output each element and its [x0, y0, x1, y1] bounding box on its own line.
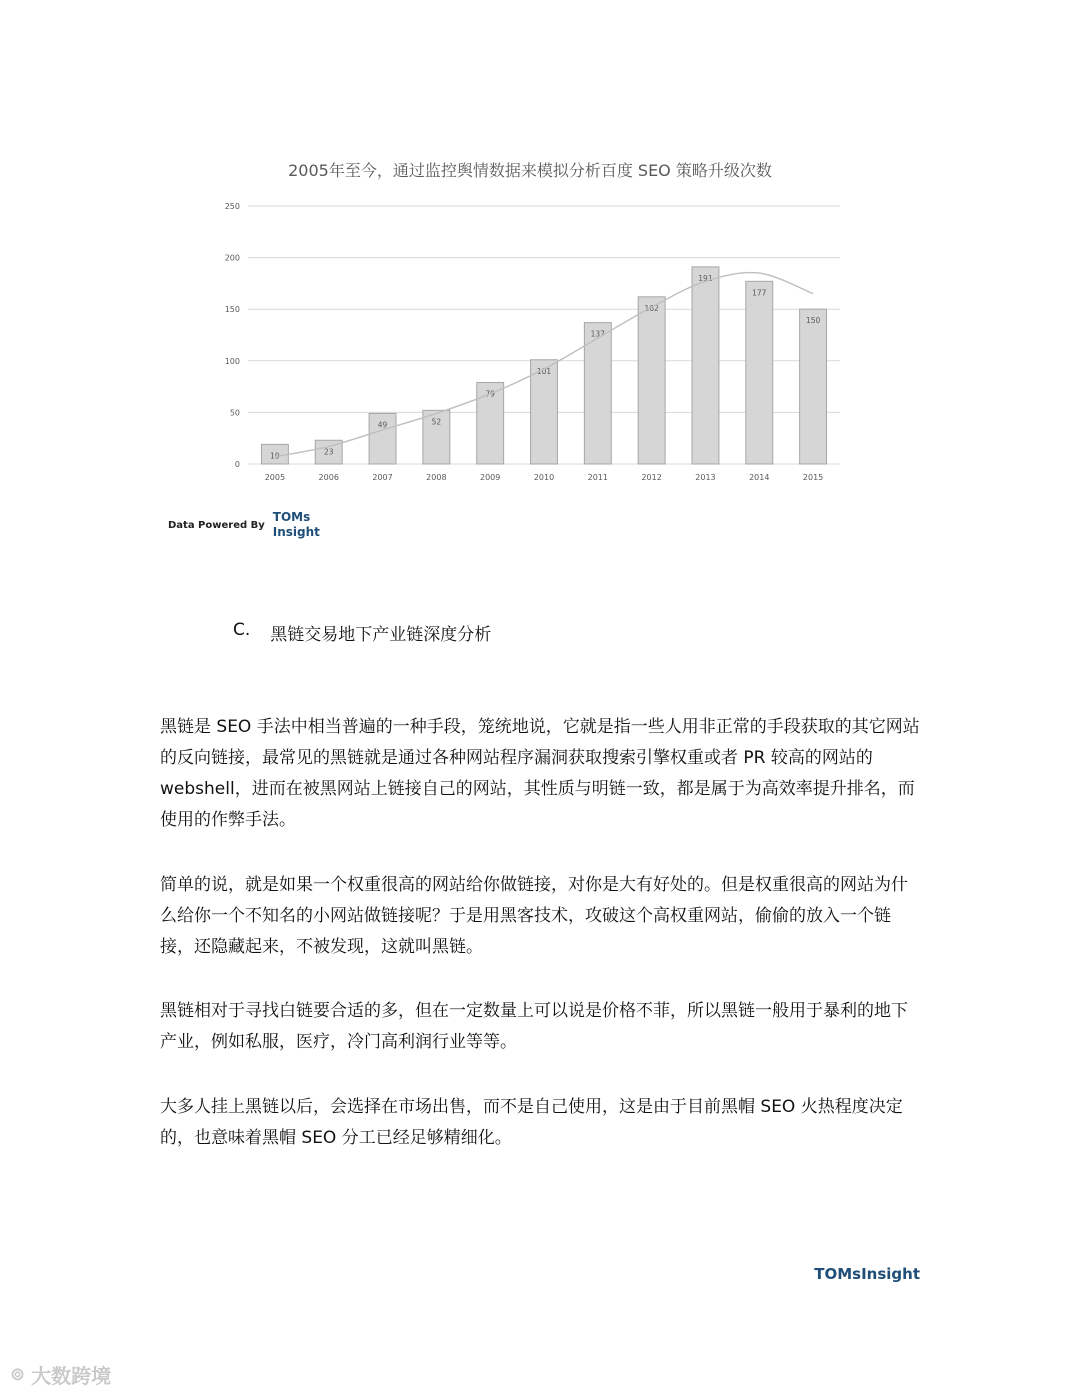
y-tick-label: 250 [224, 202, 240, 211]
bar-data-label: 162 [644, 303, 659, 313]
bar-data-label: 137 [590, 329, 605, 339]
bar-data-label: 150 [805, 316, 821, 326]
section-heading [233, 620, 491, 645]
x-tick-label: 2007 [372, 473, 393, 482]
chart-title: 2005年至今，通过监控舆情数据来模拟分析百度 SEO 策略升级次数 [288, 161, 772, 180]
bar-data-label: 79 [485, 389, 495, 399]
logo-line-2: Insight [272, 525, 320, 539]
x-tick-label: 2009 [480, 473, 501, 482]
watermark [10, 1360, 111, 1389]
bar-data-label: 101 [536, 366, 552, 376]
y-tick-label: 200 [224, 253, 240, 263]
bar-data-label: 52 [431, 417, 442, 427]
logo-line-1: TOMs [272, 510, 311, 524]
chart-source-prefix: Data Powered By [168, 519, 265, 531]
x-tick-label: 2010 [533, 473, 555, 482]
section-marker: C. [233, 620, 251, 640]
bar [746, 281, 773, 464]
x-tick-label: 2008 [426, 473, 447, 482]
bar-data-label: 177 [752, 288, 767, 298]
x-tick-label: 2005 [264, 473, 286, 482]
y-tick-label: 50 [229, 408, 240, 418]
bar [800, 309, 827, 464]
x-tick-label: 2015 [802, 473, 824, 482]
footer-brand-logo: TOMsInsight [814, 1265, 920, 1283]
weibo-icon: ⊚ [10, 1364, 26, 1385]
section-title: 黑链交易地下产业链深度分析 [270, 625, 492, 645]
x-tick-label: 2012 [641, 473, 662, 482]
bar [692, 267, 719, 464]
chart-source [168, 510, 320, 540]
y-tick-label: 0 [234, 460, 240, 469]
paragraph: 黑链是 SEO 手法中相当普遍的一种手段，笼统地说，它就是指一些人用非正常的手段获取的其它网站的反向链接，最常见的黑链就是通过各种网站程序漏洞获取搜索引擎权重或者 PR 较高的网站的 webshell，进而在被黑网站上链接自己的网站，其性质与明链一致，都是属于为高效率提升排名，而使用的作弊手法。 [160, 717, 920, 830]
watermark-text: 大数跨境 [31, 1364, 112, 1388]
x-tick-label: 2006 [318, 473, 339, 482]
bar-data-label: 19 [270, 451, 280, 461]
paragraph: 大多人挂上黑链以后，会选择在市场出售，而不是自己使用，这是由于目前黑帽 SEO 火热程度决定的，也意味着黑帽 SEO 分工已经足够精细化。 [160, 1097, 903, 1148]
y-tick-label: 100 [224, 356, 240, 366]
bar-data-label: 191 [698, 273, 713, 283]
paragraph: 简单的说，就是如果一个权重很高的网站给你做链接，对你是大有好处的。但是权重很高的网站为什么给你一个不知名的小网站做链接呢？于是用黑客技术，攻破这个高权重网站，偷偷的放入一个链接，还隐藏起来，不被发现，这就叫黑链。 [160, 875, 908, 957]
bar [638, 297, 665, 464]
bar-chart [0, 0, 1080, 560]
toms-insight-logo [273, 510, 320, 540]
x-tick-label: 2014 [749, 473, 770, 482]
y-tick-label: 150 [224, 305, 240, 315]
x-tick-label: 2011 [587, 473, 608, 482]
paragraph: 黑链相对于寻找白链要合适的多，但在一定数量上可以说是价格不菲，所以黑链一般用于暴利的地下产业，例如私服，医疗，冷门高利润行业等等。 [160, 1001, 908, 1052]
bar-data-label: 23 [323, 447, 334, 457]
bar-data-label: 49 [377, 420, 388, 430]
x-tick-label: 2013 [695, 473, 716, 482]
